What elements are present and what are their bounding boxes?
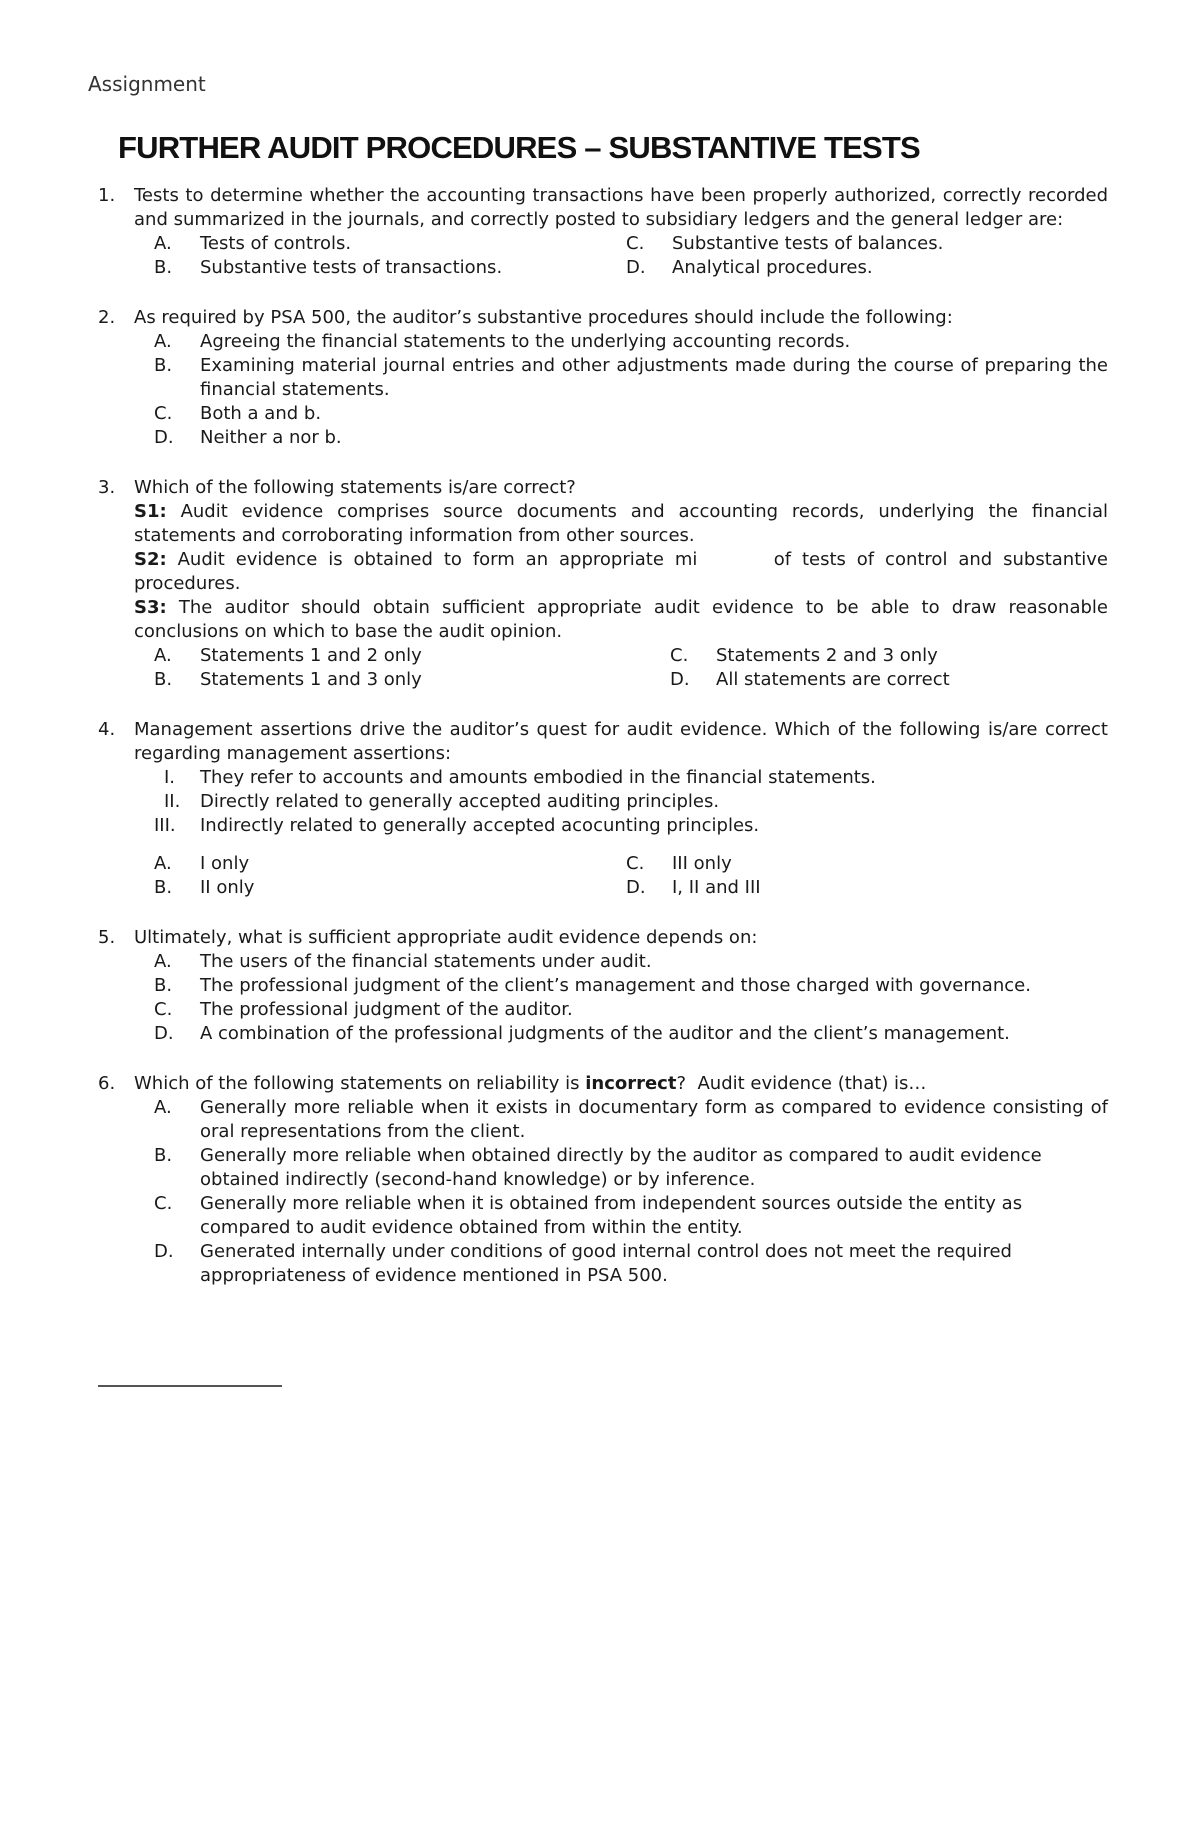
option-c xyxy=(606,852,1108,876)
roman-label: II. xyxy=(164,791,181,812)
statement-text: Audit evidence is obtained to form an appropriate mi of tests of control and substantive procedures. xyxy=(134,549,1114,594)
option-d xyxy=(134,1022,1108,1046)
option-text: Analytical procedures. xyxy=(672,257,873,278)
option-letter: D. xyxy=(154,1241,174,1262)
roman-text: Directly related to generally accepted auditing principles. xyxy=(200,791,720,812)
option-text: The users of the financial statements under audit. xyxy=(200,951,652,972)
option-letter: D. xyxy=(626,257,646,278)
option-text: Both a and b. xyxy=(200,403,322,424)
option-letter: C. xyxy=(154,1193,173,1214)
statement-label: S2: xyxy=(134,549,167,570)
statement-1 xyxy=(134,500,1108,548)
option-a xyxy=(134,232,606,256)
question-number: 1. xyxy=(98,185,116,206)
option-grid xyxy=(134,644,1108,692)
question-number: 6. xyxy=(98,1073,116,1094)
option-c xyxy=(134,402,1108,426)
question-text: As required by PSA 500, the auditor’s substantive procedures should include the following: xyxy=(134,307,953,328)
document-header: Assignment xyxy=(88,72,206,96)
option-d xyxy=(134,1240,1108,1288)
statement-3 xyxy=(134,596,1108,644)
option-d xyxy=(650,668,1108,692)
roman-label: III. xyxy=(154,815,176,836)
option-letter: D. xyxy=(154,1023,174,1044)
option-letter: D. xyxy=(154,427,174,448)
question-text-post: ? Audit evidence (that) is… xyxy=(676,1073,927,1094)
option-text: Agreeing the financial statements to the underlying accounting records. xyxy=(200,331,851,352)
option-text: III only xyxy=(672,853,732,874)
option-text: Statements 1 and 2 only xyxy=(200,645,422,666)
roman-text: Indirectly related to generally accepted acocunting principles. xyxy=(200,815,760,836)
option-grid xyxy=(134,232,1108,280)
option-letter: B. xyxy=(154,877,173,898)
option-text: I only xyxy=(200,853,250,874)
option-c xyxy=(650,644,1108,668)
option-b xyxy=(134,256,606,280)
option-grid xyxy=(134,852,1108,900)
option-text: Examining material journal entries and other adjustments made during the course of preparing the financial statements. xyxy=(200,355,1108,400)
roman-item-3 xyxy=(134,814,1108,838)
option-text: II only xyxy=(200,877,255,898)
question-5 xyxy=(98,926,1108,1046)
option-text: Substantive tests of transactions. xyxy=(200,257,503,278)
option-letter: A. xyxy=(154,233,172,254)
option-text: Tests of controls. xyxy=(200,233,352,254)
option-text: Generated internally under conditions of good internal control does not meet the required appropriateness of evidence mentioned in PSA 500. xyxy=(200,1241,1012,1286)
question-number: 5. xyxy=(98,927,116,948)
option-letter: B. xyxy=(154,355,173,376)
question-text: Tests to determine whether the accounting transactions have been properly authorized, correctly recorded and summarized in the journals, and correctly posted to subsidiary ledgers and the general ledger are: xyxy=(134,185,1108,230)
option-a xyxy=(134,330,1108,354)
statement-label: S1: xyxy=(134,501,167,522)
option-letter: A. xyxy=(154,951,172,972)
option-letter: D. xyxy=(670,669,690,690)
option-text: The professional judgment of the auditor. xyxy=(200,999,573,1020)
option-letter: C. xyxy=(670,645,689,666)
option-letter: B. xyxy=(154,257,173,278)
option-b xyxy=(134,354,1108,402)
roman-text: They refer to accounts and amounts embodied in the financial statements. xyxy=(200,767,876,788)
option-a xyxy=(134,644,650,668)
question-list xyxy=(98,184,1114,1314)
question-number: 4. xyxy=(98,719,116,740)
statement-label: S3: xyxy=(134,597,167,618)
option-a xyxy=(134,950,1108,974)
question-text-pre: Which of the following statements on reliability is xyxy=(134,1073,586,1094)
option-text: Substantive tests of balances. xyxy=(672,233,944,254)
option-letter: A. xyxy=(154,853,172,874)
question-text-emphasis: incorrect xyxy=(585,1073,677,1094)
question-text: Which of the following statements is/are correct? xyxy=(134,477,576,498)
option-letter: C. xyxy=(154,403,173,424)
option-b xyxy=(134,668,650,692)
question-6 xyxy=(98,1072,1108,1288)
statement-2 xyxy=(134,548,1114,596)
option-c xyxy=(134,998,1108,1022)
question-3 xyxy=(98,476,1114,692)
roman-label: I. xyxy=(164,767,176,788)
question-number: 2. xyxy=(98,307,116,328)
option-letter: C. xyxy=(626,853,645,874)
option-a xyxy=(134,852,606,876)
statement-text: Audit evidence comprises source documents and accounting records, underlying the financial statements and corroborating information from other sources. xyxy=(134,501,1108,546)
option-b xyxy=(134,974,1108,998)
option-d xyxy=(606,256,1108,280)
question-text: Management assertions drive the auditor’s quest for audit evidence. Which of the following is/are correct regarding management assertions: xyxy=(134,719,1108,764)
option-text: Generally more reliable when obtained directly by the auditor as compared to audit evidence obtained indirectly (second-hand knowledge) or by inference. xyxy=(200,1145,1042,1190)
footnote-separator xyxy=(98,1385,282,1387)
option-letter: B. xyxy=(154,975,173,996)
option-letter: A. xyxy=(154,645,172,666)
roman-item-2 xyxy=(134,790,1108,814)
option-d xyxy=(134,426,1108,450)
option-a xyxy=(134,1096,1108,1144)
question-2 xyxy=(98,306,1108,450)
option-b xyxy=(134,876,606,900)
option-d xyxy=(606,876,1108,900)
roman-item-1 xyxy=(134,766,1108,790)
question-4 xyxy=(98,718,1108,900)
option-c xyxy=(134,1192,1108,1240)
option-text: A combination of the professional judgments of the auditor and the client’s management. xyxy=(200,1023,1010,1044)
option-letter: C. xyxy=(626,233,645,254)
option-letter: B. xyxy=(154,669,173,690)
option-b xyxy=(134,1144,1108,1192)
option-text: Generally more reliable when it is obtained from independent sources outside the entity as compared to audit evidence obtained from within the entity. xyxy=(200,1193,1023,1238)
option-c xyxy=(606,232,1108,256)
option-text: Statements 1 and 3 only xyxy=(200,669,422,690)
option-text: I, II and III xyxy=(672,877,761,898)
question-1 xyxy=(98,184,1108,280)
question-number: 3. xyxy=(98,477,116,498)
option-text: Generally more reliable when it exists in documentary form as compared to evidence consisting of oral representations from the client. xyxy=(200,1097,1108,1142)
option-letter: A. xyxy=(154,1097,172,1118)
option-letter: A. xyxy=(154,331,172,352)
option-text: The professional judgment of the client’s management and those charged with governance. xyxy=(200,975,1031,996)
question-text: Ultimately, what is sufficient appropriate audit evidence depends on: xyxy=(134,927,758,948)
option-text: All statements are correct xyxy=(716,669,950,690)
option-letter: C. xyxy=(154,999,173,1020)
option-letter: D. xyxy=(626,877,646,898)
option-letter: B. xyxy=(154,1145,173,1166)
option-text: Neither a nor b. xyxy=(200,427,342,448)
option-text: Statements 2 and 3 only xyxy=(716,645,938,666)
page-title: FURTHER AUDIT PROCEDURES – SUBSTANTIVE TESTS xyxy=(118,130,920,165)
question-text xyxy=(134,1072,1108,1096)
statement-text: The auditor should obtain sufficient appropriate audit evidence to be able to draw reasonable conclusions on which to base the audit opinion. xyxy=(134,597,1108,642)
